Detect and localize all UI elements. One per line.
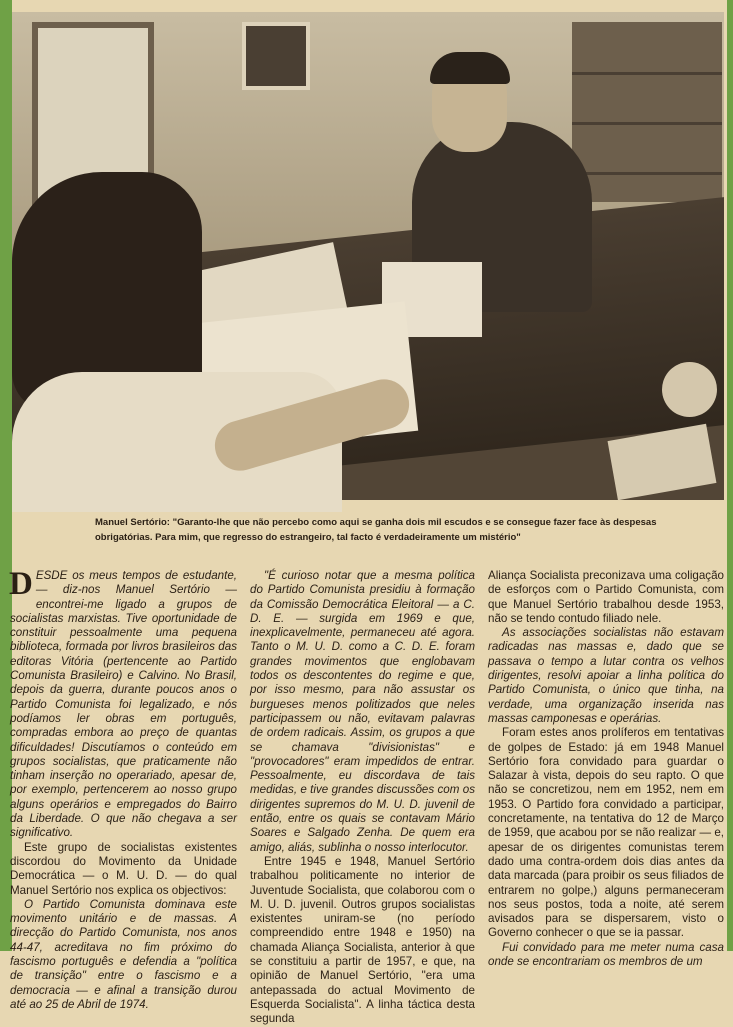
man-hair	[430, 52, 510, 84]
paragraph	[9, 566, 237, 841]
photo-caption: Manuel Sertório: "Garanto-lhe que não percebo como aqui se ganha dois mil escudos e se consegue fazer face às despesas obrigatórias. Para mim, que regresso do estrangeiro, tal facto é verdadeiramente um mistério"	[95, 517, 657, 543]
paragraph: As associações socialistas não estavam radicadas nas massas e, dado que se passava o tempo a lutar contra os velhos dirigentes, resolvi apoiar a linha política do Partido Comunista, o único que tinha, na verdade, uma organização inserida nas massas camponesas e operárias.	[488, 626, 724, 725]
wall-picture	[242, 22, 310, 90]
paragraph-text: ESDE os meus tempos de estudante, — diz-nos Manuel Sertório — encontrei-me ligado a grupos de socialistas marxistas. Tive oportunidade de constituir pessoalmente uma pequena biblioteca, formada por livros brasileiros das editoras Vitória (pertencente ao Partido Comunista Brasileiro) e Calvino. No Brasil, depois da guerra, durante poucos anos o Partido Comunista foi legalizado, e nós podíamos ler obras em português, compradas embora ao preço de quantas dificuldades! Discutíamos o conteúdo em grupos socialistas, que praticamente não tinham inserção no operariado, apesar de, por exemplo, pertencerem ao nosso grupo alguns operários e empregados do Bairro da Liberdade. O que não chegava a ser significativo.	[10, 569, 237, 840]
column-2	[250, 569, 475, 1026]
cabinet-drawer-line	[572, 72, 722, 75]
cabinet-drawer-line	[572, 122, 722, 125]
paragraph: O Partido Comunista dominava este movimento unitário e de massas. A direcção do Partido Comunista, nos anos 44-47, acreditava no fim próximo do fascismo português e defendia a "política de transição" entre o fascismo e a democracia — e afinal a transição durou até ao 25 de Abril de 1974.	[10, 897, 237, 1011]
filing-cabinet	[572, 22, 722, 202]
paragraph: Este grupo de socialistas existentes discordou do Movimento da Unidade Democrática — o M. U. D. — do qual Manuel Sertório nos explica os objectivos:	[10, 840, 237, 897]
paragraph: "É curioso notar que a mesma política do Partido Comunista presidiu à formação da Comissão Democrática Eleitoral — a C. D. E. — surgida em 1969 e que, inexplicavelmente, permaneceu até agora. Tanto o M. U. D. como a C. D. E. foram grandes movimentos que englobavam todos os descontentes do regime e que, por isso mesmo, para não assustar os burgueses menos politizados que neles participassem ou não, evitavam palavras de ordem radicais. Assim, os grupos a que se chamava "divisionistas" e "provocadores" eram impedidos de entrar. Pessoalmente, eu discordava de tais medidas, e tive grandes discussões com os dirigentes supremos do M. U. D. juvenil de então, entre os quais se contavam Mário Soares e Salgado Zenha. De quem era amigo, aliás, sublinha o nosso interlocutor.	[250, 569, 475, 854]
paragraph: Aliança Socialista preconizava uma coligação de esforços com o Partido Comunista, com que Manuel Sertório trabalhou desde 1953, não se tendo contudo filiado nele.	[488, 569, 724, 625]
interview-photograph	[12, 12, 724, 500]
paragraph: Fui convidado para me meter numa casa onde se encontrariam os membros de um	[488, 940, 724, 969]
article-body	[9, 566, 724, 1026]
column-1	[9, 566, 237, 1011]
column-3	[488, 569, 724, 969]
cabinet-drawer-line	[572, 172, 722, 175]
drop-cap: D	[9, 566, 33, 602]
paragraph: Entre 1945 e 1948, Manuel Sertório trabalhou politicamente no interior de Juventude Socialista, que colaborou com o M. U. D. juvenil. Outros grupos socialistas existentes uniram-se (no período compreendido entre 1948 e 1950) na chamada Aliança Socialista, anterior à que se constituiu a partir de 1957, e que, na opinião de Manuel Sertório, "era uma antepassada do actual Movimento de Esquerda Socialista". A linha táctica desta segunda	[250, 854, 475, 1026]
right-page-edge	[727, 0, 733, 951]
paragraph: Foram estes anos prolíferos em tentativas de golpes de Estado: já em 1948 Manuel Sertório fora convidado para guardar o Salazar à vista, depois do seu rapto. O que não se concretizou, nem em 1952, nem em 1953. O Partido fora convidado a participar, concretamente, na tentativa do 12 de Março de 1959, que acabou por se não realizar — e, apesar de os dirigentes comunistas terem dado uma contra-ordem dois dias antes da data marcada (para proibir os seus filiados de entrarem no golpe,) alguns permaneceram nos seus postos, toda a noite, até serem avisados para se dispersarem, visto o Governo conhecer o que se ia passar.	[488, 726, 724, 940]
telephone-dial	[662, 362, 717, 417]
